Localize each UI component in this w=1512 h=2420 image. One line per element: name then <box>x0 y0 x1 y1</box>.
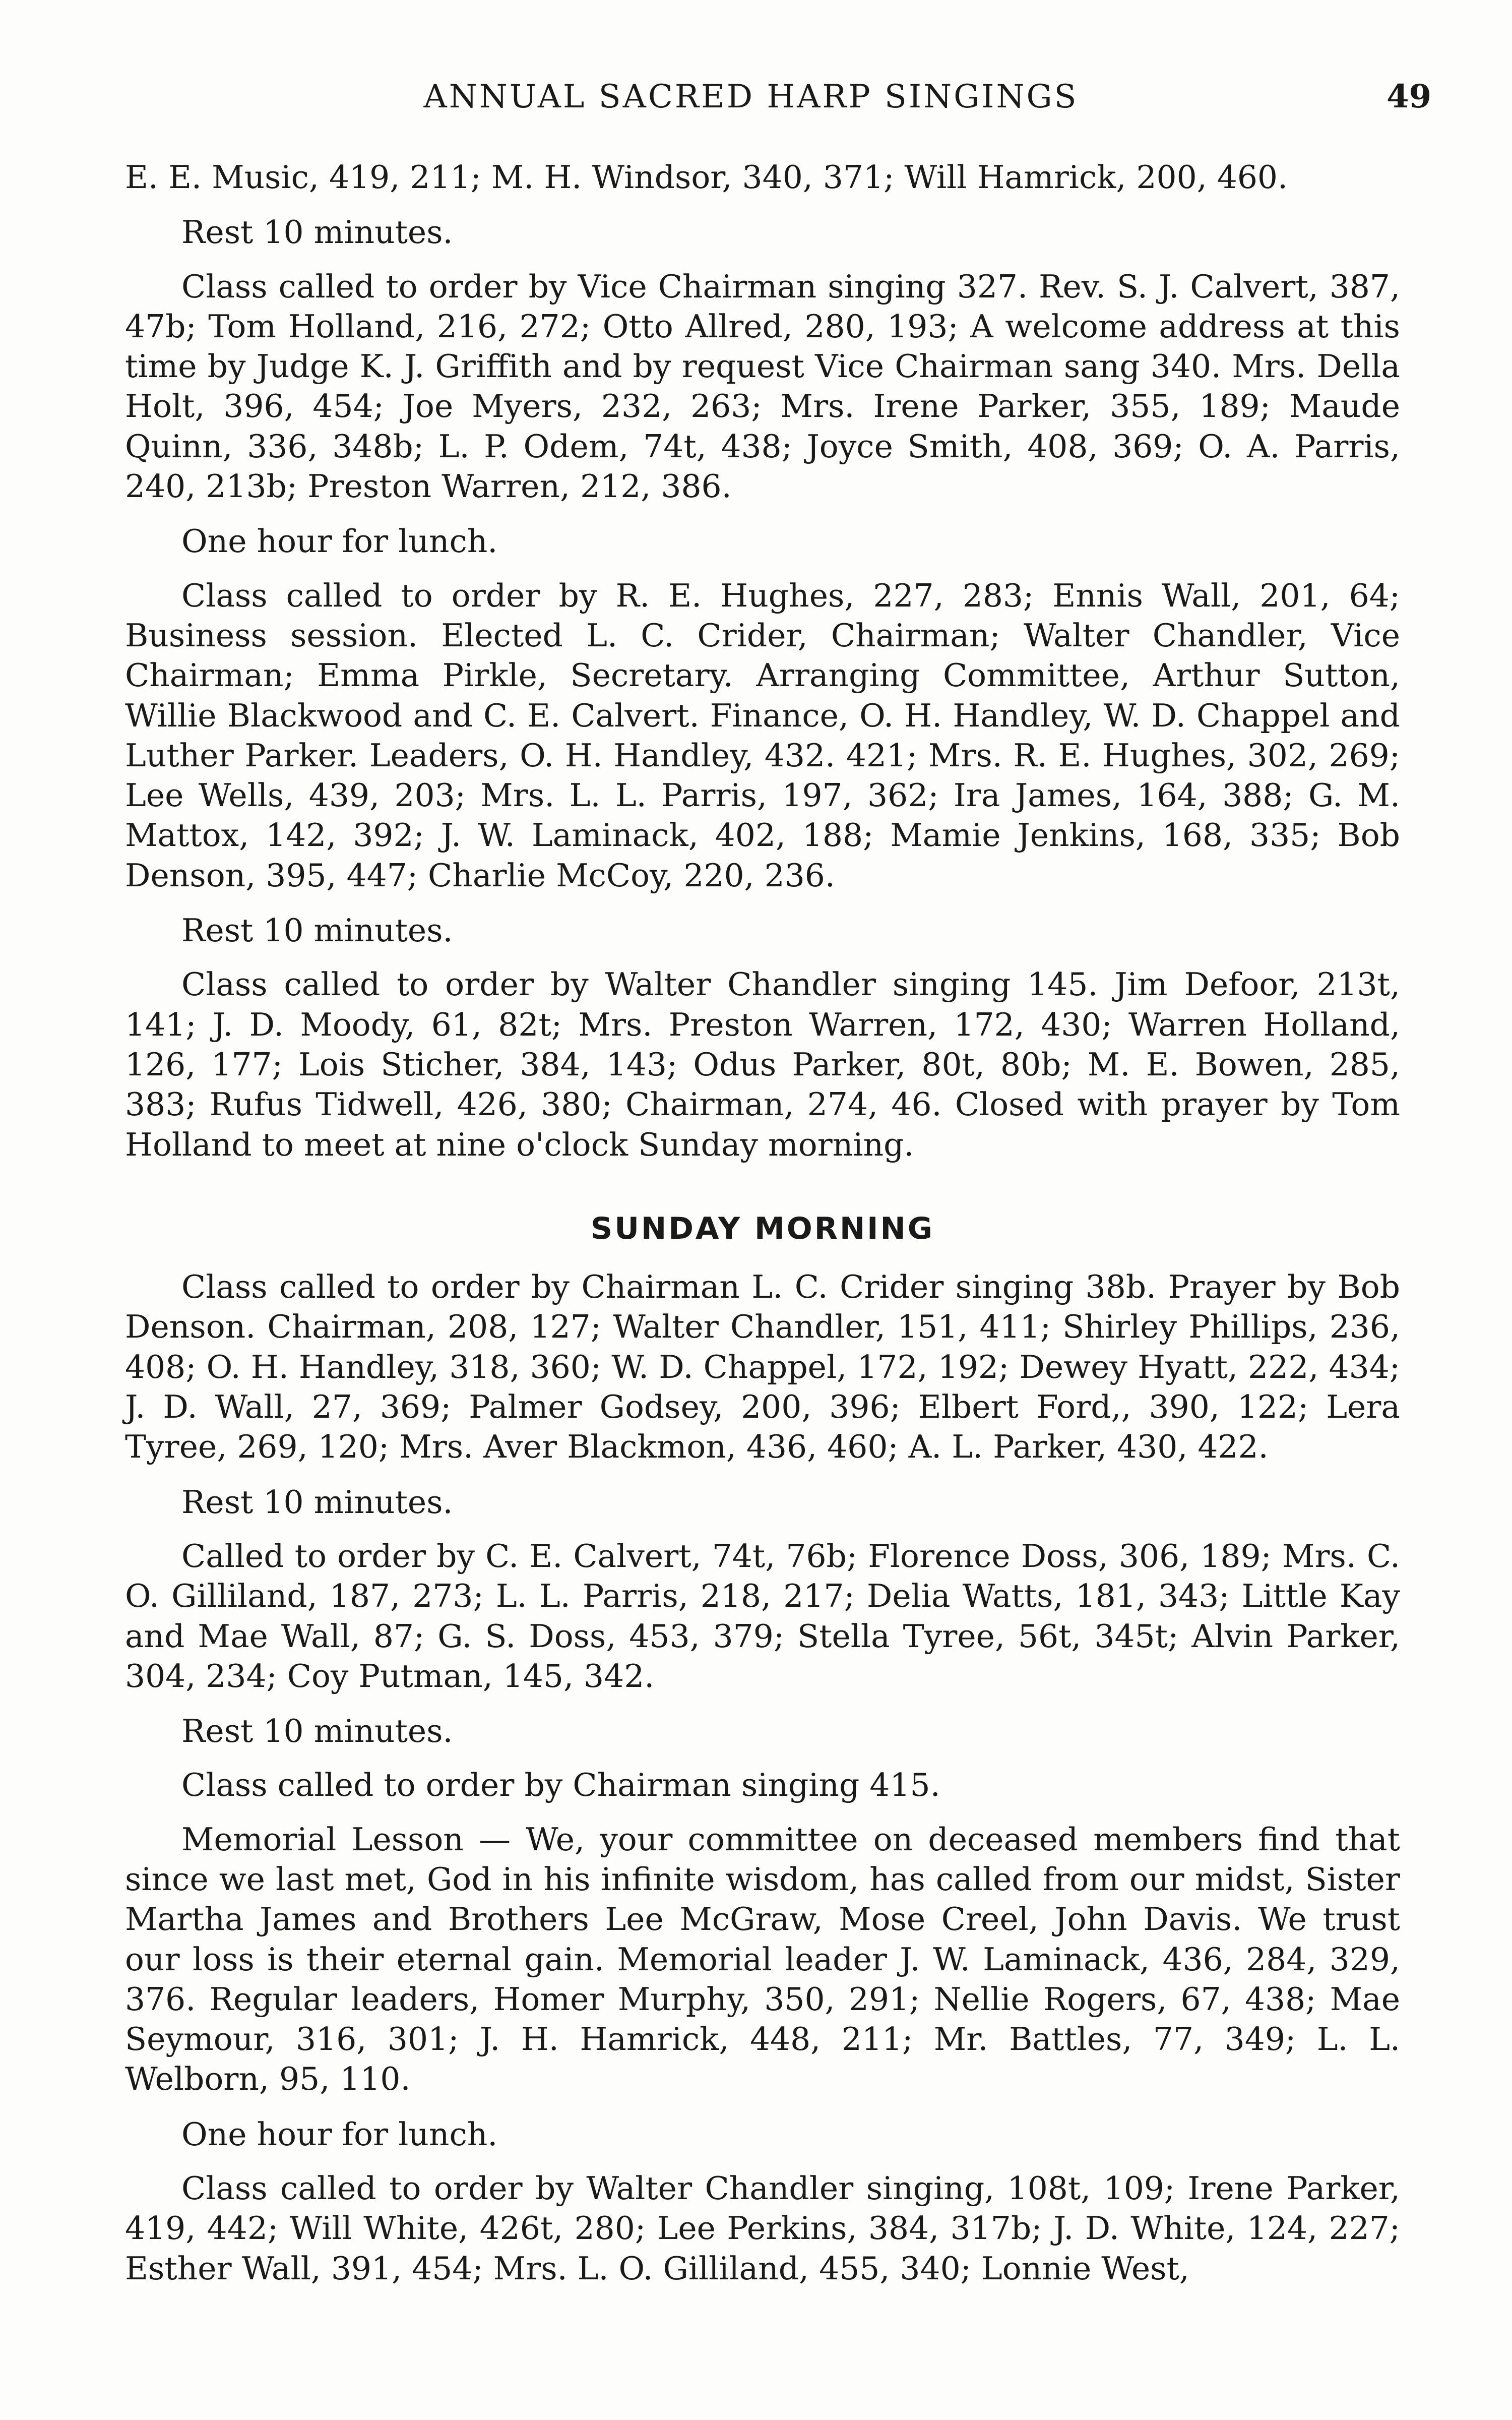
paragraph: Class called to order by R. E. Hughes, 227, 283; Ennis Wall, 201, 64; Business session. Elected L. C. Crider, Chairman; Walter Chandler, Vice Chairman; Emma Pirkle, Secretary. Arranging Committee, Arthur Sutton, Willie Blackwood and C. E. Calvert. Finance, O. H. Handley, W. D. Chappel and Luther Parker. Leaders, O. H. Handley, 432. 421; Mrs. R. E. Hughes, 302, 269; Lee Wells, 439, 203; Mrs. L. L. Parris, 197, 362; Ira James, 164, 388; G. M. Mattox, 142, 392; J. W. Laminack, 402, 188; Mamie Jenkins, 168, 335; Bob Denson, 395, 447; Charlie McCoy, 220, 236. <box>125 577 1400 894</box>
paragraph-continuation: E. E. Music, 419, 211; M. H. Windsor, 340, 371; Will Hamrick, 200, 460. <box>125 159 1288 196</box>
running-head <box>121 77 1431 117</box>
running-title: ANNUAL SACRED HARP SINGINGS <box>423 78 1079 115</box>
paragraph: Class called to order by Walter Chandler singing, 108t, 109; Irene Parker, 419, 442; Will White, 426t, 280; Lee Perkins, 384, 317b; J. D. White, 124, 227; Esther Wall, 391, 454; Mrs. L. O. Gilliland, 455, 340; Lonnie West, <box>125 2170 1400 2287</box>
lunch-note: One hour for lunch. <box>181 523 498 560</box>
lunch-note: One hour for lunch. <box>181 2115 498 2153</box>
paragraph: Class called to order by Chairman singing 415. <box>181 1767 940 1804</box>
paragraph: Called to order by C. E. Calvert, 74t, 76b; Florence Doss, 306, 189; Mrs. C. O. Gilliland, 187, 273; L. L. Parris, 218, 217; Delia Watts, 181, 343; Little Kay and Mae Wall, 87; G. S. Doss, 453, 379; Stella Tyree, 56t, 345t; Alvin Parker, 304, 234; Coy Putman, 145, 342. <box>125 1537 1400 1695</box>
memorial-lesson-paragraph: Memorial Lesson — We, your committee on deceased members find that since we last met, God in his infinite wisdom, has called from our midst, Sister Martha James and Brothers Lee McGraw, Mose Creel, John Davis. We trust our loss is their eternal gain. Memorial leader J. W. Laminack, 436, 284, 329, 376. Regular leaders, Homer Murphy, 350, 291; Nellie Rogers, 67, 438; Mae Seymour, 316, 301; J. H. Hamrick, 448, 211; Mr. Battles, 77, 349; L. L. Welborn, 95, 110. <box>125 1821 1400 2098</box>
paragraph: Class called to order by Walter Chandler singing 145. Jim Defoor, 213t, 141; J. D. Moody, 61, 82t; Mrs. Preston Warren, 172, 430; Warren Holland, 126, 177; Lois Sticher, 384, 143; Odus Parker, 80t, 80b; M. E. Bowen, 285, 383; Rufus Tidwell, 426, 380; Chairman, 274, 46. Closed with prayer by Tom Holland to meet at nine o'clock Sunday morning. <box>125 966 1400 1163</box>
section-heading-sunday-morning: SUNDAY MORNING <box>591 1211 934 1246</box>
rest-note: Rest 10 minutes. <box>181 214 453 251</box>
body-text <box>125 157 1400 2288</box>
page-number: 49 <box>1386 78 1431 115</box>
rest-note: Rest 10 minutes. <box>181 1483 453 1521</box>
paragraph: Class called to order by Vice Chairman singing 327. Rev. S. J. Calvert, 387, 47b; Tom Holland, 216, 272; Otto Allred, 280, 193; A welcome address at this time by Judge K. J. Griffith and by request Vice Chairman sang 340. Mrs. Della Holt, 396, 454; Joe Myers, 232, 263; Mrs. Irene Parker, 355, 189; Maude Quinn, 336, 348b; L. P. Odem, 74t, 438; Joyce Smith, 408, 369; O. A. Parris, 240, 213b; Preston Warren, 212, 386. <box>125 268 1400 505</box>
rest-note: Rest 10 minutes. <box>181 912 453 949</box>
paragraph: Class called to order by Chairman L. C. Crider singing 38b. Prayer by Bob Denson. Chairman, 208, 127; Walter Chandler, 151, 411; Shirley Phillips, 236, 408; O. H. Handley, 318, 360; W. D. Chappel, 172, 192; Dewey Hyatt, 222, 434; J. D. Wall, 27, 369; Palmer Godsey, 200, 396; Elbert Ford,, 390, 122; Lera Tyree, 269, 120; Mrs. Aver Blackmon, 436, 460; A. L. Parker, 430, 422. <box>125 1268 1400 1466</box>
rest-note: Rest 10 minutes. <box>181 1713 453 1750</box>
